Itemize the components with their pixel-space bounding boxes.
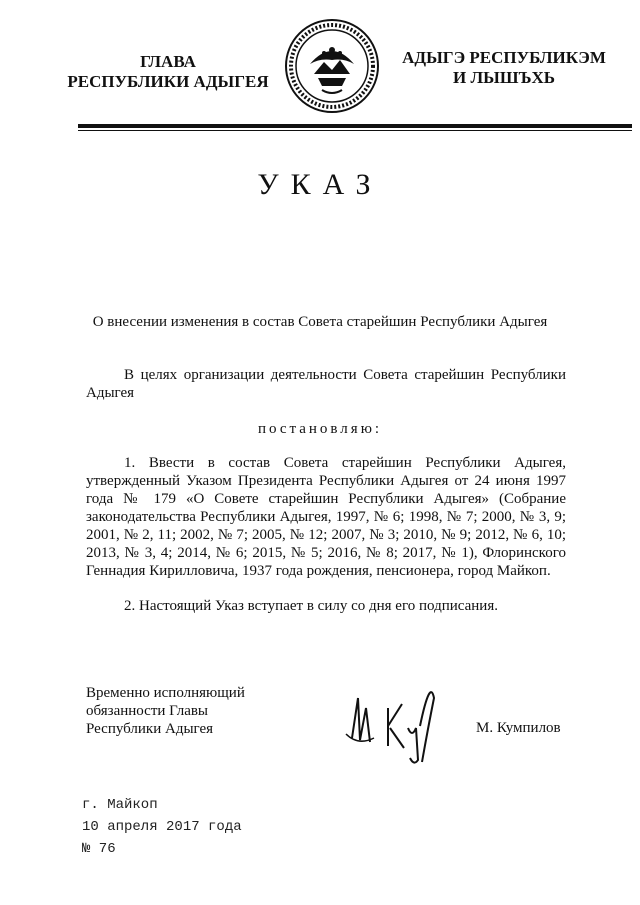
document-subject: О внесении изменения в состав Совета старейшин Республики Адыгея <box>92 314 548 330</box>
signatory-line2: обязанности Главы <box>86 703 209 719</box>
decree-item-1: 1. Ввести в состав Совета старейшин Республики Адыгея, утвержденный Указом Президента Республики Адыгея от 24 июня 1997 года № 179 «О Совете старейшин Республики Адыгея» (Собрание законодательства Республики Адыгея, 1997, № 6; 1998, № 7; 2000, № 3, 9; 2001, № 2, 11; 2002, № 7; 2005, № 12; 2007, № 3; 2010, № 9; 2012, № 6, 10; 2013, № 3, 4; 2014, № 6; 2015, № 5; 2016, № 8; 2017, № 1), Флоринского Геннадия Кирилловича, 1937 года рождения, пенсионера, город Майкоп. <box>86 455 566 579</box>
signatory-line1: Временно исполняющий <box>86 685 245 701</box>
intro-paragraph: В целях организации деятельности Совета старейшин Республики Адыгея <box>86 367 566 401</box>
decree-word: постановляю: <box>257 421 383 437</box>
document-number: № 76 <box>82 841 116 857</box>
place-and-date <box>82 794 242 860</box>
signatory-title <box>86 684 326 738</box>
header-right-line2: И ЛЫШЪХЬ <box>452 68 556 87</box>
header-left-line2: РЕСПУБЛИКИ АДЫГЕЯ <box>67 72 269 91</box>
document-title: УКАЗ <box>257 168 383 201</box>
header-divider-thick <box>78 124 632 128</box>
coat-of-arms-icon <box>284 18 380 114</box>
handwritten-signature <box>338 668 450 768</box>
header-right-line1: АДЫГЭ РЕСПУБЛИКЭМ <box>402 48 606 67</box>
decree-item-2: 2. Настоящий Указ вступает в силу со дня его подписания. <box>124 598 498 614</box>
date: 10 апреля 2017 года <box>82 819 242 835</box>
signatory-name: М. Кумпилов <box>476 720 561 736</box>
header-left <box>52 52 284 92</box>
signatory-line3: Республики Адыгея <box>86 721 214 737</box>
city: г. Майкоп <box>82 797 158 813</box>
header-left-line1: ГЛАВА <box>140 52 196 71</box>
header-divider-thin <box>78 130 632 131</box>
header-right <box>388 48 620 88</box>
